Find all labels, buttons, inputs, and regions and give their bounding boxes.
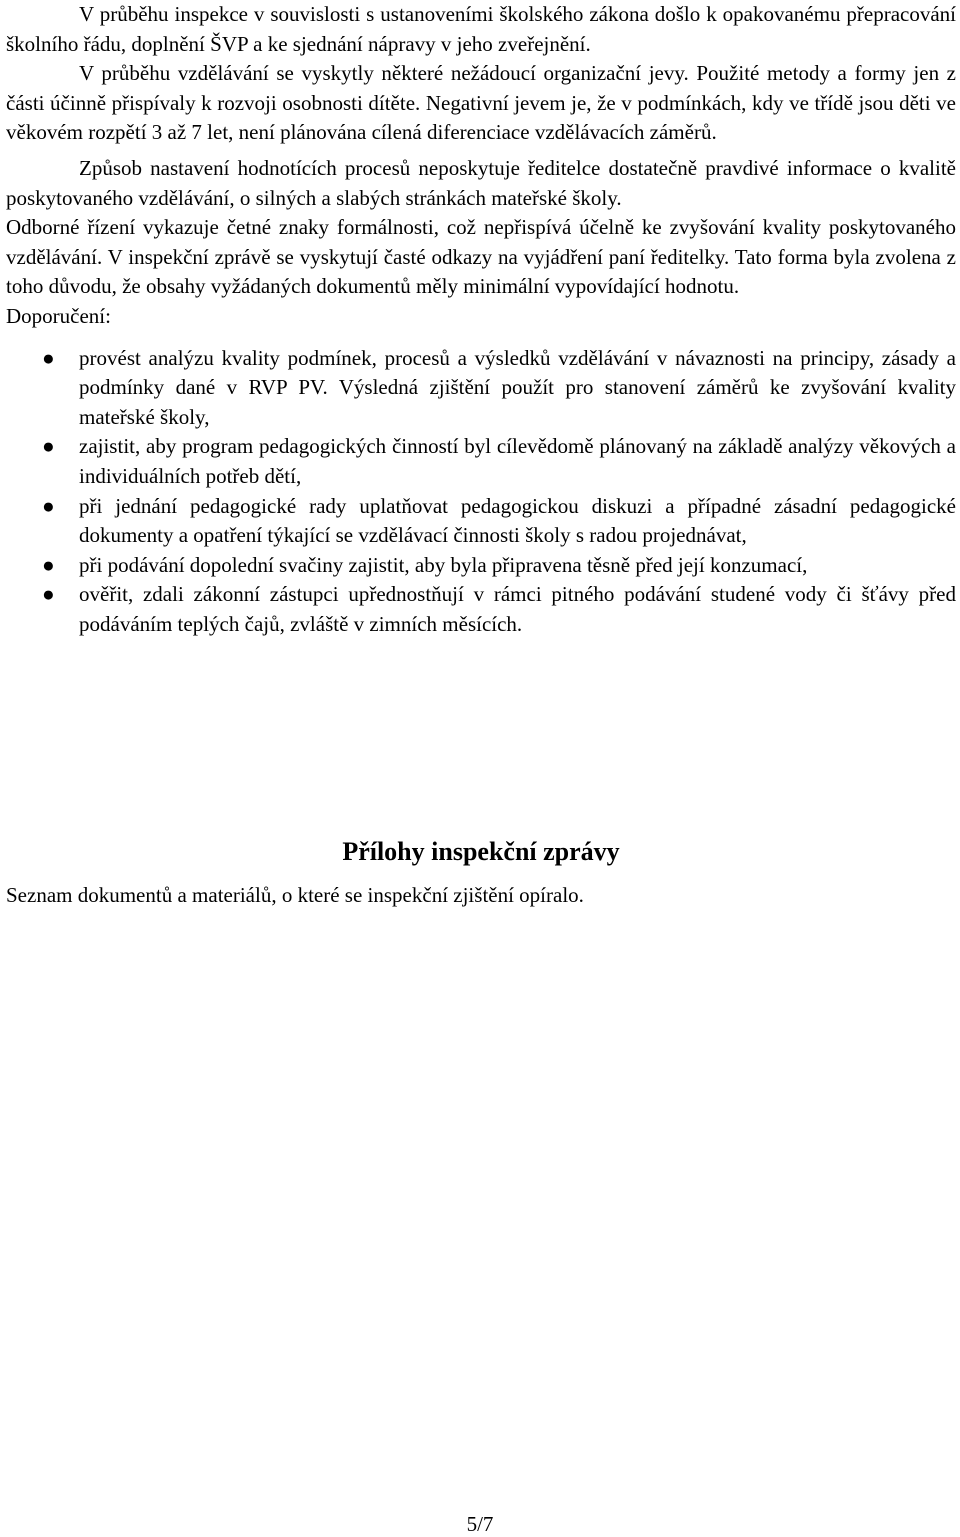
list-item	[6, 551, 956, 581]
bullet-icon: ●	[42, 582, 55, 607]
document-page	[6, 0, 956, 907]
annex-description: Seznam dokumentů a materiálů, o které se inspekční zjištění opíralo.	[6, 883, 584, 907]
list-item-text: provést analýzu kvality podmínek, procesů a výsledků vzdělávání v návaznosti na principy, zásady a podmínky dané v RVP PV. Výsledná zjištění použít pro stanovení záměrů ke zvyšování kvality mateřské školy,	[79, 345, 956, 429]
list-item	[6, 580, 956, 639]
list-item	[6, 432, 956, 491]
list-item-text: při podávání dopolední svačiny zajistit, aby byla připravena těsně před její konzumací,	[79, 552, 808, 577]
annex-title: Přílohy inspekční zprávy	[342, 837, 620, 866]
list-item	[6, 492, 956, 551]
list-item-text: ověřit, zdali zákonní zástupci upřednostňují v rámci pitného podávání studené vody či šťávy před podáváním teplých čajů, zvláště v zimních měsících.	[79, 582, 956, 636]
list-item	[6, 344, 956, 433]
bullet-icon: ●	[42, 552, 55, 577]
recommendations-list	[6, 344, 956, 640]
paragraph-school-rules: V průběhu inspekce v souvislosti s ustanoveními školského zákona došlo k opakovanému přepracování školního řádu, doplnění ŠVP a ke sjednání nápravy v jeho zveřejnění.	[6, 2, 956, 56]
bullet-icon: ●	[42, 493, 55, 518]
paragraph-organizational-issues: V průběhu vzdělávání se vyskytly některé nežádoucí organizační jevy. Použité metody a formy jen z části účinně přispívaly k rozvoji osobnosti dítěte. Negativní jevem je, že v podmínkách, kdy ve třídě jsou děti ve věkovém rozpětí 3 až 7 let, není plánována cílená diferenciace vzdělávacích záměrů.	[6, 61, 956, 145]
bullet-icon: ●	[42, 434, 55, 459]
list-item-text: zajistit, aby program pedagogických činností byl cílevědomě plánovaný na základě analýzy věkových a individuálních potřeb dětí,	[79, 434, 956, 488]
page-number: 5/7	[466, 1512, 494, 1536]
list-item-text: při jednání pedagogické rady uplatňovat pedagogickou diskuzi a případné zásadní pedagogické dokumenty a opatření týkající se vzdělávací činnosti školy s radou projednávat,	[79, 493, 956, 548]
bullet-icon: ●	[42, 345, 55, 370]
paragraph-evaluation-processes: Způsob nastavení hodnotících procesů neposkytuje ředitelce dostatečně pravdivé informace o kvalitě poskytovaného vzdělávání, o silných a slabých stránkách mateřské školy.	[6, 155, 956, 210]
paragraph-management: Odborné řízení vykazuje četné znaky formálnosti, což nepřispívá účelně ke zvyšování kvality poskytovaného vzdělávání. V inspekční zprávě se vyskytují časté odkazy na vyjádření paní ředitelky. Tato forma byla zvolena z toho důvodu, že obsahy vyžádaných dokumentů měly minimální vypovídající hodnotu.	[6, 215, 956, 299]
recommendations-heading: Doporučení:	[6, 303, 111, 328]
